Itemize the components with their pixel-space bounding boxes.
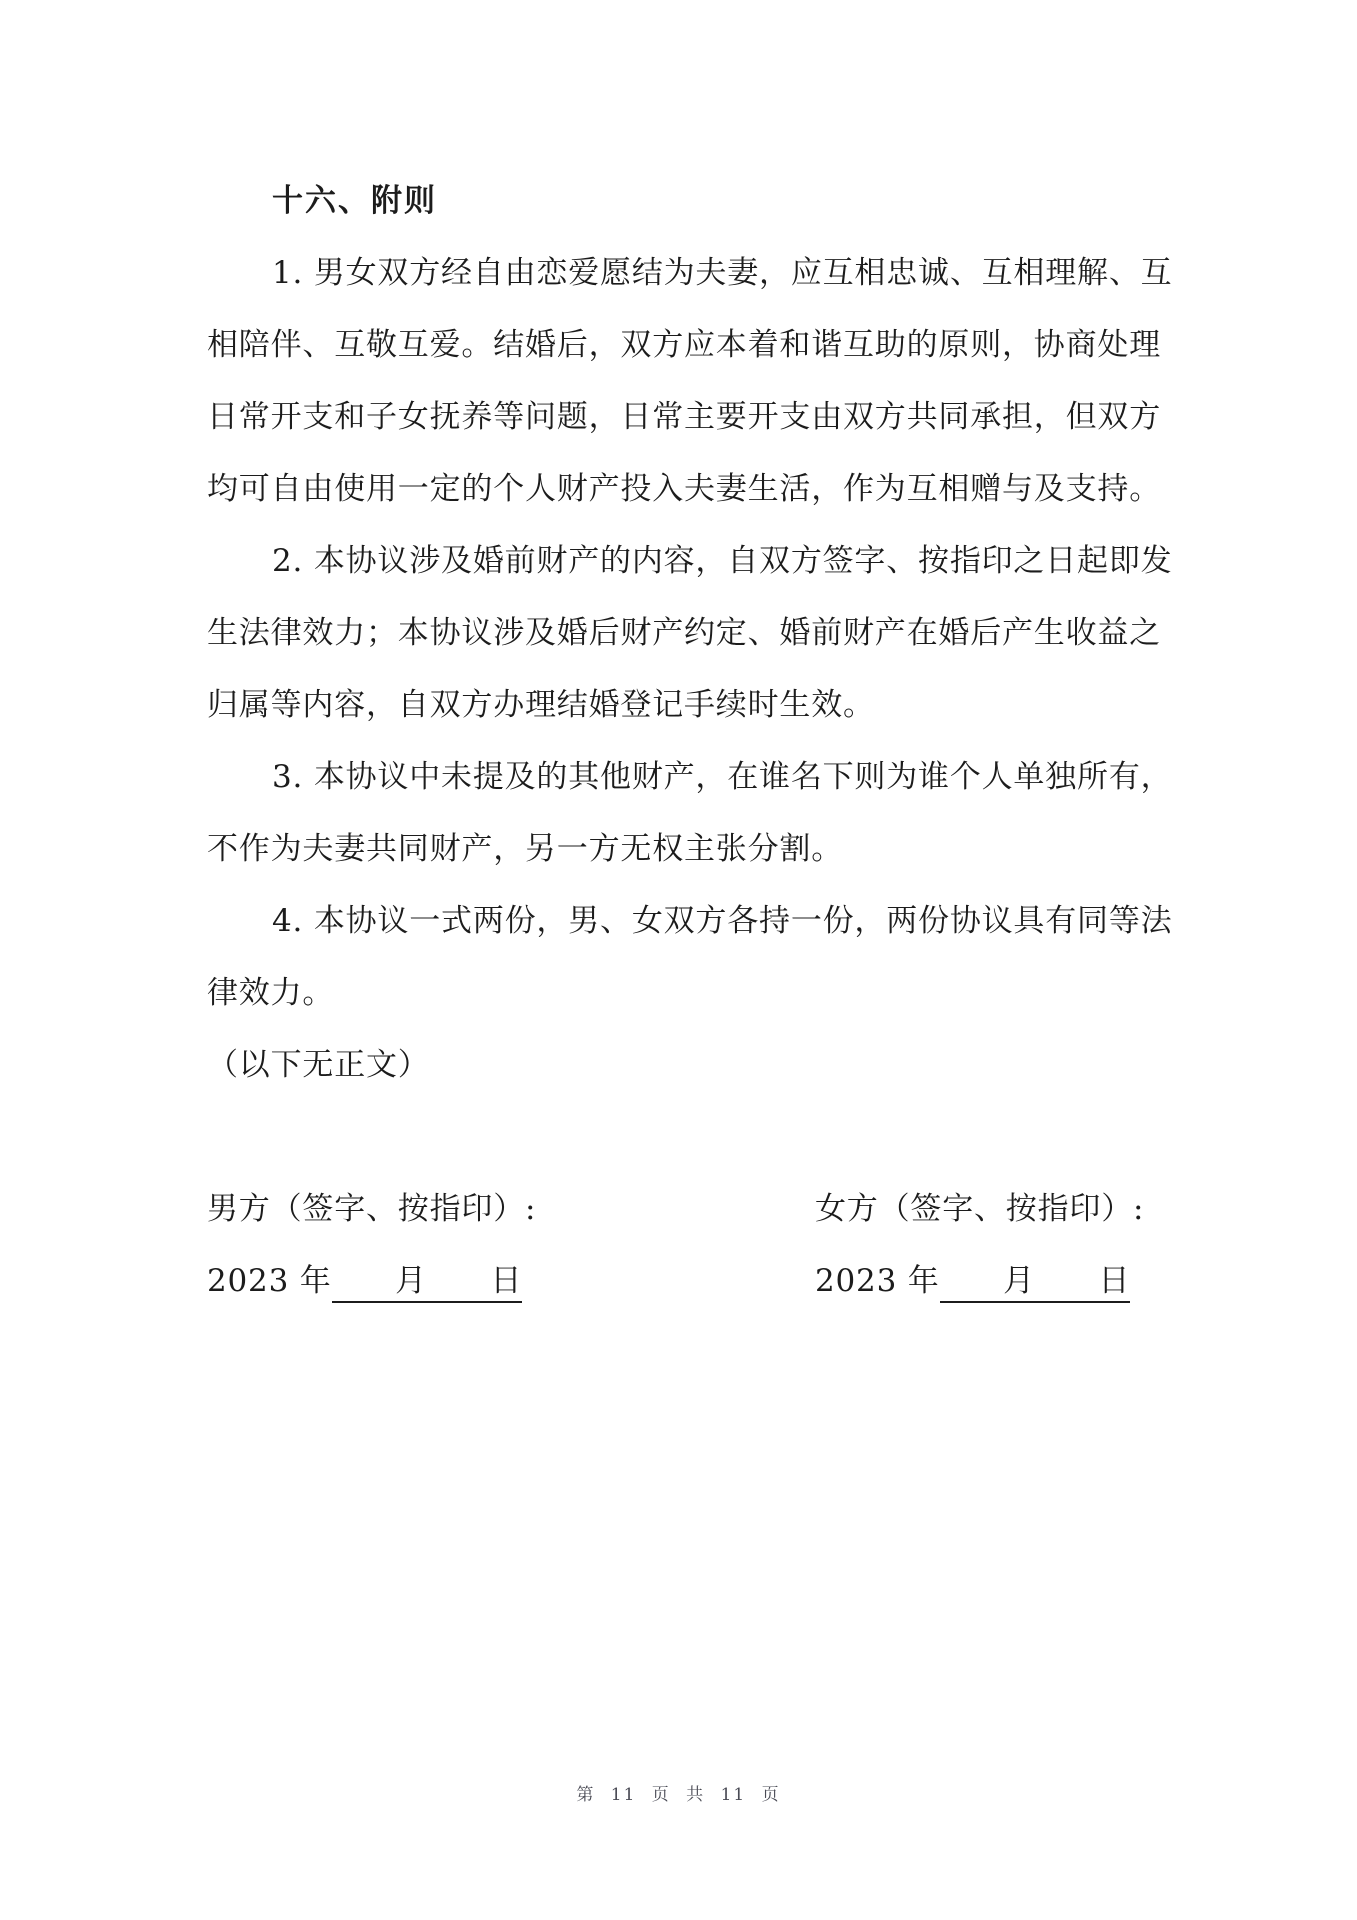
date-year-male: 2023 年 xyxy=(207,1263,332,1299)
signature-section xyxy=(207,1173,1207,1317)
paragraph-line: 生法律效力；本协议涉及婚后财产约定、婚前财产在婚后产生收益之 xyxy=(207,615,1161,651)
page-number-footer: 第 11 页 共 11 页 xyxy=(576,1785,781,1805)
signature-male xyxy=(207,1173,815,1317)
paragraph xyxy=(207,525,1207,741)
paragraph-line: 不作为夫妻共同财产，另一方无权主张分割。 xyxy=(207,831,843,867)
paragraph-line: 归属等内容，自双方办理结婚登记手续时生效。 xyxy=(207,687,875,723)
paragraph-line: 3. 本协议中未提及的其他财产，在谁名下则为谁个人单独所有， xyxy=(272,759,1173,795)
signature-female-date xyxy=(815,1245,1207,1317)
paragraph-line: 日常开支和子女抚养等问题，日常主要开支由双方共同承担，但双方 xyxy=(207,399,1161,435)
signature-male-label: 男方（签字、按指印）: xyxy=(207,1191,537,1227)
date-blank-line-female: 月 日 xyxy=(940,1262,1131,1303)
document-body xyxy=(207,165,1207,1317)
paragraph-line: 相陪伴、互敬互爱。结婚后，双方应本着和谐互助的原则，协商处理 xyxy=(207,327,1161,363)
date-blank-line-male: 月 日 xyxy=(332,1262,523,1303)
paragraph-line: 均可自由使用一定的个人财产投入夫妻生活，作为互相赠与及支持。 xyxy=(207,471,1161,507)
signature-female xyxy=(815,1173,1207,1317)
date-year-female: 2023 年 xyxy=(815,1263,940,1299)
paragraph-line: 4. 本协议一式两份，男、女双方各持一份，两份协议具有同等法 xyxy=(272,903,1173,939)
paragraph-line: 1. 男女双方经自由恋爱愿结为夫妻，应互相忠诚、互相理解、互 xyxy=(272,255,1173,291)
paragraph-line: 律效力。 xyxy=(207,975,335,1011)
paragraph xyxy=(207,741,1207,885)
closing-note: （以下无正文） xyxy=(207,1047,430,1083)
section-heading: 十六、附则 xyxy=(272,183,437,219)
paragraph xyxy=(207,885,1207,1029)
signature-female-label: 女方（签字、按指印）: xyxy=(815,1191,1145,1227)
paragraph xyxy=(207,237,1207,525)
paragraph-line: 2. 本协议涉及婚前财产的内容，自双方签字、按指印之日起即发 xyxy=(272,543,1173,579)
signature-male-date xyxy=(207,1245,815,1317)
